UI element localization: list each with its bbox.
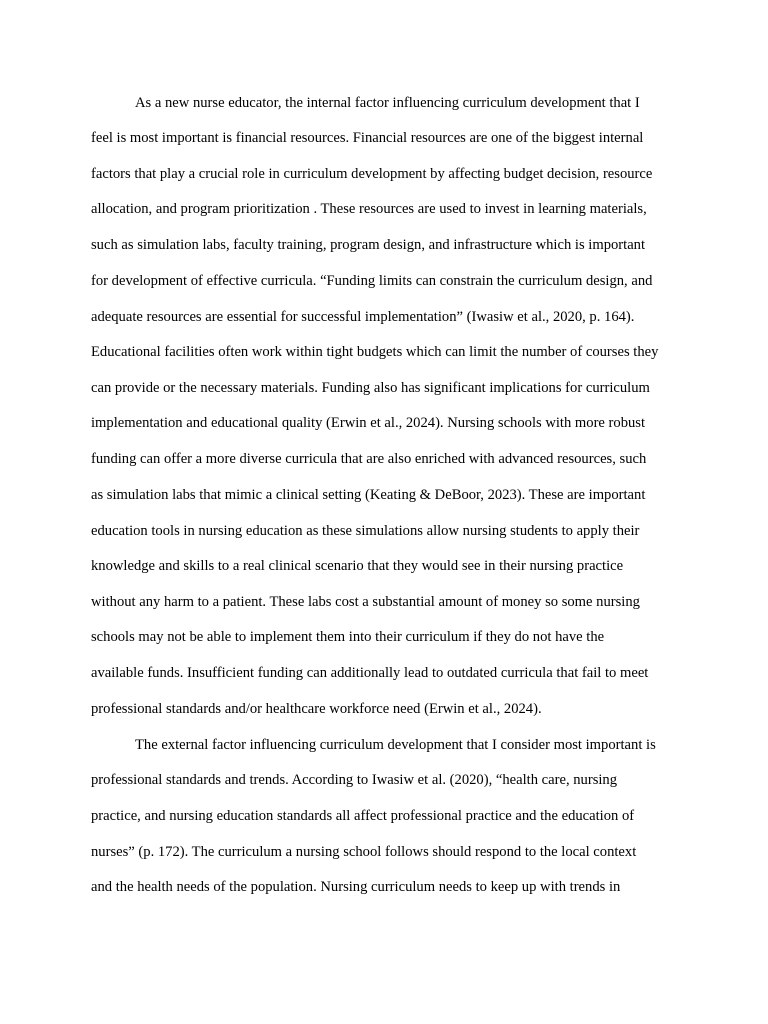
paragraph-1-line-7: adequate resources are essential for successful implementation” (Iwasiw et al., 2020, p. 164).: [91, 309, 635, 325]
paragraph-1-line-12: as simulation labs that mimic a clinical setting (Keating & DeBoor, 2023). These are important: [91, 487, 646, 503]
paragraph-1-line-1: As a new nurse educator, the internal factor influencing curriculum development that I: [135, 95, 640, 111]
paragraph-1-line-10: implementation and educational quality (Erwin et al., 2024). Nursing schools with more robust: [91, 415, 646, 431]
paragraph-2-line-2: professional standards and trends. According to Iwasiw et al. (2020), “health care, nursing: [91, 772, 618, 788]
paragraph-2-line-1: The external factor influencing curriculum development that I consider most important is: [135, 737, 656, 753]
paragraph-2-line-5: and the health needs of the population. Nursing curriculum needs to keep up with trends in: [91, 879, 621, 895]
paragraph-1-line-14: knowledge and skills to a real clinical scenario that they would see in their nursing practice: [91, 558, 624, 574]
paragraph-1-line-5: such as simulation labs, faculty training, program design, and infrastructure which is important: [91, 237, 646, 253]
paragraph-1-line-8: Educational facilities often work within tight budgets which can limit the number of courses they: [91, 344, 659, 360]
paragraph-1-line-18: professional standards and/or healthcare workforce need (Erwin et al., 2024).: [91, 701, 542, 717]
paragraph-1-line-4: allocation, and program prioritization . These resources are used to invest in learning materials,: [91, 201, 647, 217]
paragraph-1-line-6: for development of effective curricula. “Funding limits can constrain the curriculum design, and: [91, 273, 653, 289]
paragraph-1-line-11: funding can offer a more diverse curricula that are also enriched with advanced resources, such: [91, 451, 647, 467]
paragraph-1-line-3: factors that play a crucial role in curriculum development by affecting budget decision, resource: [91, 166, 653, 182]
paragraph-2-line-3: practice, and nursing education standards all affect professional practice and the education of: [91, 808, 635, 824]
paragraph-1-line-9: can provide or the necessary materials. Funding also has significant implications for curriculum: [91, 380, 650, 396]
paragraph-1-line-2: feel is most important is financial resources. Financial resources are one of the biggest internal: [91, 130, 644, 146]
paragraph-1-line-13: education tools in nursing education as these simulations allow nursing students to apply their: [91, 523, 640, 539]
paragraph-2-line-4: nurses” (p. 172). The curriculum a nursing school follows should respond to the local context: [91, 844, 637, 860]
paragraph-1-line-15: without any harm to a patient. These labs cost a substantial amount of money so some nursing: [91, 594, 640, 610]
paragraph-1-line-17: available funds. Insufficient funding can additionally lead to outdated curricula that fail to meet: [91, 665, 649, 681]
paragraph-1-line-16: schools may not be able to implement them into their curriculum if they do not have the: [91, 629, 605, 645]
